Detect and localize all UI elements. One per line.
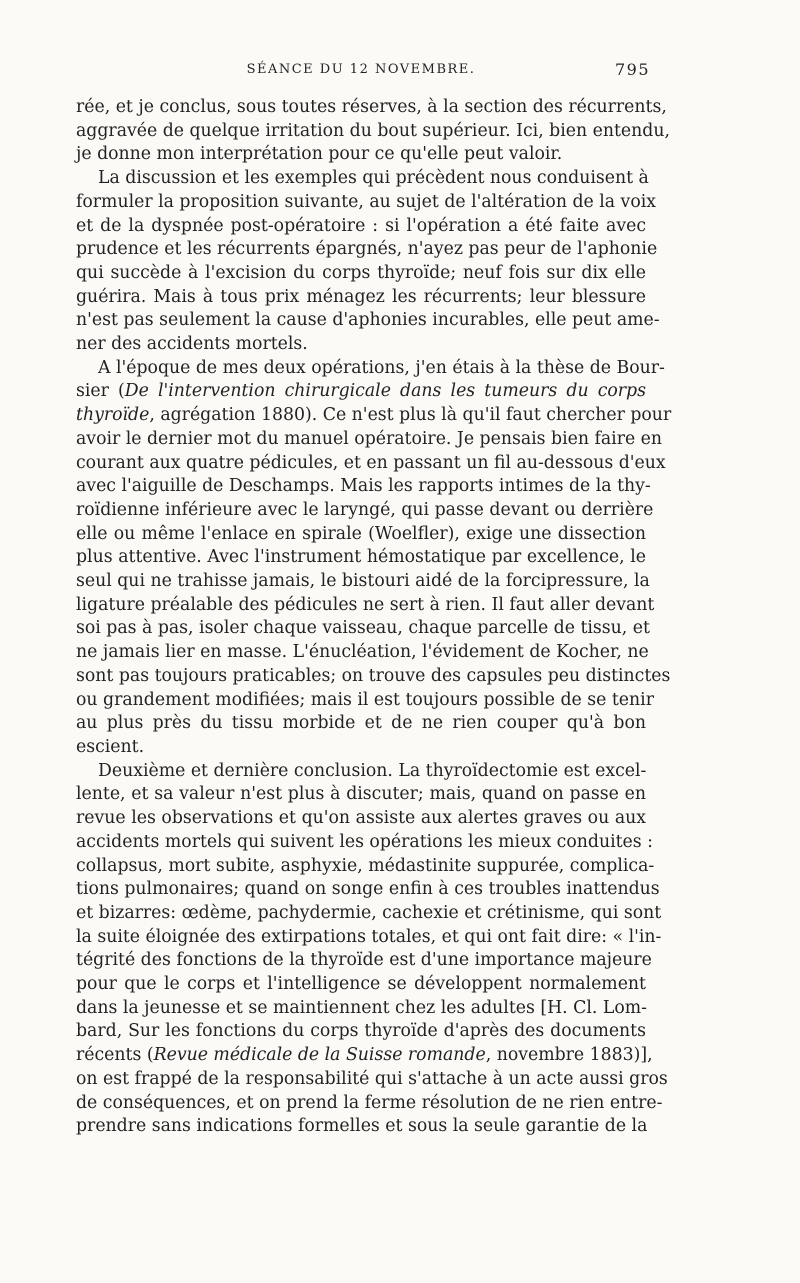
book-page — [76, 56, 672, 1139]
text-line: A l'époque de mes deux opérations, j'en étais à la thèse de Bour- — [98, 357, 665, 378]
text-line: n'est pas seulement la cause d'aphonies incurables, elle peut ame- — [76, 310, 660, 331]
running-head — [76, 56, 650, 82]
text-line: avec l'aiguille de Deschamps. Mais les rapports intimes de la thy- — [76, 476, 651, 497]
text-line: prudence et les récurrents épargnés, n'ayez pas peur de l'aphonie — [76, 239, 658, 260]
text-line: escient. — [76, 736, 145, 757]
text-line: tions pulmonaires; quand on songe enfin à ces troubles inattendus — [76, 879, 660, 900]
text-line: revue les observations et qu'on assiste aux alertes graves ou aux — [76, 808, 646, 829]
text-line: et de la dyspnée post-opératoire : si l'opération a été faite avec — [76, 215, 646, 236]
text-line: courant aux quatre pédicules, et en passant un fil au-dessous d'eux — [76, 452, 666, 473]
page-number: 795 — [614, 60, 650, 79]
running-title: SÉANCE DU 12 NOVEMBRE. — [246, 62, 476, 77]
body-text — [76, 96, 672, 1139]
text-line: guérira. Mais à tous prix ménagez les récurrents; leur blessure — [76, 286, 646, 307]
text-run: , novembre 1883)], — [485, 1045, 653, 1066]
text-line: au plus près du tissu morbide et de ne rien couper qu'à bon — [76, 713, 646, 734]
text-line: soi pas à pas, isoler chaque vaisseau, chaque parcelle de tissu, et — [76, 618, 650, 639]
text-line: Deuxième et dernière conclusion. La thyroïdectomie est excel- — [98, 760, 647, 781]
paragraph — [76, 96, 670, 167]
text-line: plus attentive. Avec l'instrument hémostatique par excellence, le — [76, 547, 646, 568]
text-line: je donne mon interprétation pour ce qu'elle peut valoir. — [76, 144, 563, 165]
text-line: formuler la proposition suivante, au sujet de l'altération de la voix — [76, 191, 656, 212]
text-line: dans la jeunesse et se maintiennent chez les adultes [H. Cl. Lom- — [76, 997, 648, 1018]
text-line — [76, 380, 646, 404]
text-line: avoir le dernier mot du manuel opératoire. Je pensais bien faire en — [76, 428, 663, 449]
paragraph — [76, 167, 660, 357]
text-line: sont pas toujours praticables; on trouve des capsules peu distinctes — [76, 665, 671, 686]
text-line: pour que le corps et l'intelligence se développent normalement — [76, 974, 646, 995]
text-line: accidents mortels qui suivent les opérations les mieux conduites : — [76, 831, 653, 852]
cited-journal: Revue médicale de la Suisse romande — [153, 1045, 486, 1066]
text-run: , agrégation 1880). Ce n'est plus là qu'il faut chercher pour — [149, 405, 672, 426]
text-line: on est frappé de la responsabilité qui s'attache à un acte aussi gros — [76, 1068, 668, 1089]
text-line: tégrité des fonctions de la thyroïde est d'une importance majeure — [76, 950, 652, 971]
text-line: La discussion et les exemples qui précèdent nous conduisent à — [98, 168, 649, 189]
text-run: récents ( — [76, 1045, 154, 1066]
text-line — [76, 404, 672, 428]
text-line — [76, 1044, 653, 1068]
cited-title: thyroïde — [76, 405, 150, 426]
paragraph — [76, 760, 668, 1139]
text-line: collapsus, mort subite, asphyxie, médastinite suppurée, complica- — [76, 855, 655, 876]
text-line: ne jamais lier en masse. L'énucléation, l'évidement de Kocher, ne — [76, 642, 649, 663]
text-line: ligature préalable des pédicules ne sert à rien. Il faut aller devant — [76, 594, 655, 615]
cited-title: De l'intervention chirurgicale dans les tumeurs du corps — [124, 381, 646, 402]
text-line: rée, et je conclus, sous toutes réserves, à la section des récurrents, — [76, 97, 667, 117]
text-line: elle ou même l'enlace en spirale (Woelfler), exige une dissection — [76, 523, 646, 544]
text-line: roïdienne inférieure avec le laryngé, qui passe devant ou derrière — [76, 499, 654, 520]
text-line: et bizarres: œdème, pachydermie, cachexie et crétinisme, qui sont — [76, 902, 662, 923]
paragraph — [76, 357, 672, 760]
text-line: ner des accidents mortels. — [76, 334, 308, 355]
text-line: lente, et sa valeur n'est plus à discuter; mais, quand on passe en — [76, 784, 646, 805]
text-line: ou grandement modifiées; mais il est toujours possible de se tenir — [76, 689, 654, 710]
text-line: qui succède à l'excision du corps thyroïde; neuf fois sur dix elle — [76, 262, 646, 283]
text-line: aggravée de quelque irritation du bout supérieur. Ici, bien entendu, — [76, 120, 670, 141]
text-line: seul qui ne trahisse jamais, le bistouri aidé de la forcipressure, la — [76, 571, 650, 592]
text-run: sier ( — [76, 381, 125, 402]
text-line: la suite éloignée des extirpations totales, et qui ont fait dire: « l'in- — [76, 926, 662, 947]
text-line: de conséquences, et on prend la ferme résolution de ne rien entre- — [76, 1092, 663, 1113]
text-line: bard, Sur les fonctions du corps thyroïde d'après des documents — [76, 1021, 646, 1042]
text-line: prendre sans indications formelles et sous la seule garantie de la — [76, 1116, 648, 1137]
